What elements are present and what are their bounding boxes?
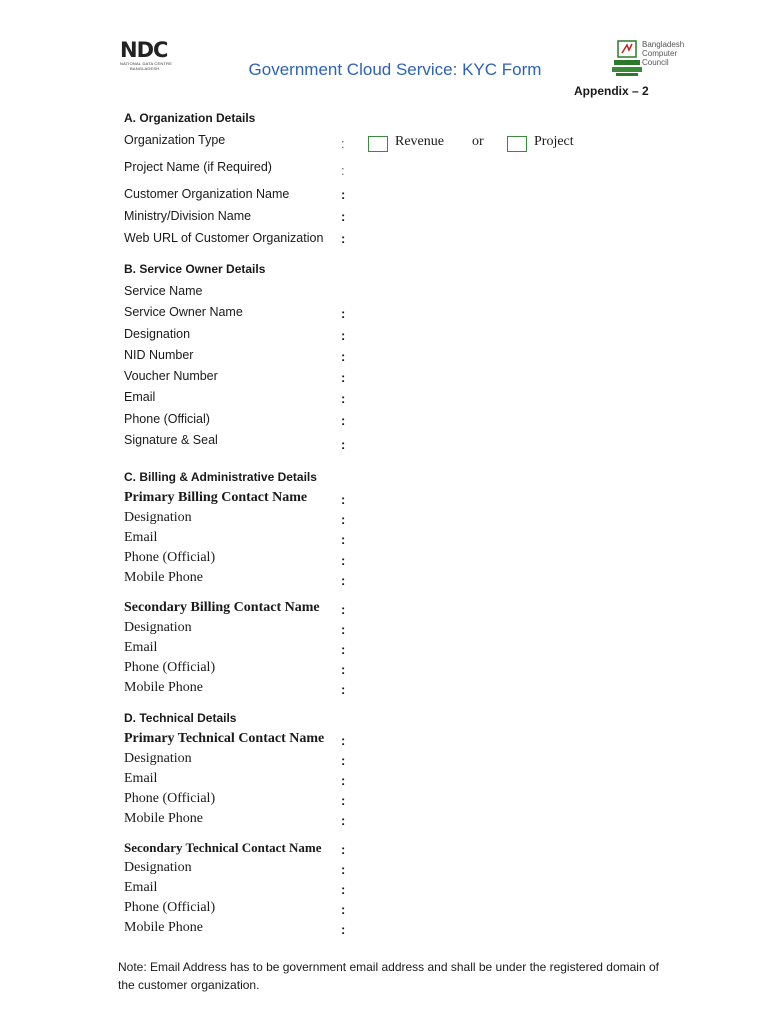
secondary-billing-email-label: Email [124, 640, 158, 655]
voucher-number-label: Voucher Number [124, 369, 218, 383]
appendix-label: Appendix – 2 [574, 84, 649, 98]
primary-billing-phone-colon: : [341, 553, 346, 568]
secondary-technical-email-label: Email [124, 880, 158, 895]
primary-technical-email-colon: : [341, 773, 346, 788]
page-title: Government Cloud Service: KYC Form [248, 60, 542, 79]
primary-technical-mobile-colon: : [341, 813, 346, 828]
primary-billing-email-label: Email [124, 530, 158, 545]
secondary-technical-email-colon: : [341, 882, 346, 897]
bcc-logo-line-3: Council [642, 58, 669, 67]
primary-billing-designation-colon: : [341, 512, 346, 527]
primary-billing-name-colon: : [341, 492, 346, 507]
secondary-technical-name-label: Secondary Technical Contact Name [124, 840, 322, 855]
primary-technical-email-label: Email [124, 771, 158, 786]
bcc-logo-line-2: Computer [642, 49, 678, 58]
ndc-logo-mark: NDC [120, 38, 168, 62]
secondary-billing-phone-label: Phone (Official) [124, 660, 216, 675]
primary-billing-mobile-label: Mobile Phone [124, 570, 203, 585]
primary-technical-name-colon: : [341, 733, 346, 748]
secondary-technical-phone-colon: : [341, 902, 346, 917]
secondary-billing-phone-colon: : [341, 662, 346, 677]
revenue-option-label: Revenue [395, 134, 444, 149]
secondary-technical-designation-colon: : [341, 862, 346, 877]
primary-billing-name-label: Primary Billing Contact Name [124, 490, 308, 505]
section-d-heading: D. Technical Details [124, 711, 237, 725]
ministry-division-label: Ministry/Division Name [124, 209, 252, 223]
primary-billing-designation-label: Designation [124, 510, 192, 525]
secondary-technical-phone-label: Phone (Official) [124, 900, 216, 915]
web-url-colon: : [341, 231, 346, 246]
primary-billing-mobile-colon: : [341, 573, 346, 588]
project-name-colon: : [341, 163, 345, 178]
footer-note: Note: Email Address has to be government email address and shall be under the registered domain of the customer organization. [118, 960, 659, 992]
signature-seal-colon: : [341, 437, 346, 452]
organization-type-label: Organization Type [124, 133, 226, 147]
owner-email-colon: : [341, 391, 346, 406]
service-name-label: Service Name [124, 284, 203, 298]
nid-number-colon: : [341, 349, 346, 364]
organization-type-colon: : [341, 136, 345, 151]
section-c-heading: C. Billing & Administrative Details [124, 470, 317, 484]
primary-technical-name-label: Primary Technical Contact Name [124, 731, 325, 746]
service-owner-name-colon: : [341, 306, 346, 321]
customer-organization-colon: : [341, 187, 346, 202]
primary-billing-phone-label: Phone (Official) [124, 550, 216, 565]
primary-technical-mobile-label: Mobile Phone [124, 811, 203, 826]
owner-phone-label: Phone (Official) [124, 412, 210, 426]
primary-billing-email-colon: : [341, 532, 346, 547]
web-url-label: Web URL of Customer Organization [124, 231, 324, 245]
ndc-logo-caption-sub: BANGLADESH [130, 66, 160, 71]
signature-seal-label: Signature & Seal [124, 433, 218, 447]
secondary-billing-designation-colon: : [341, 622, 346, 637]
secondary-billing-mobile-colon: : [341, 682, 346, 697]
owner-phone-colon: : [341, 413, 346, 428]
primary-technical-phone-colon: : [341, 793, 346, 808]
customer-organization-label: Customer Organization Name [124, 187, 290, 201]
secondary-billing-name-colon: : [341, 602, 346, 617]
project-option-label: Project [534, 134, 574, 149]
owner-designation-colon: : [341, 328, 346, 343]
secondary-billing-name-label: Secondary Billing Contact Name [124, 600, 320, 615]
ndc-logo-caption: NATIONAL DATA CENTRE [120, 61, 173, 66]
secondary-technical-mobile-colon: : [341, 922, 346, 937]
revenue-checkbox[interactable] [368, 136, 388, 152]
secondary-billing-designation-label: Designation [124, 620, 192, 635]
voucher-number-colon: : [341, 370, 346, 385]
secondary-technical-designation-label: Designation [124, 860, 192, 875]
or-text: or [472, 134, 484, 149]
secondary-billing-mobile-label: Mobile Phone [124, 680, 203, 695]
owner-email-label: Email [124, 390, 156, 404]
project-name-label: Project Name (if Required) [124, 160, 272, 174]
project-checkbox[interactable] [507, 136, 527, 152]
service-owner-name-label: Service Owner Name [124, 305, 243, 319]
primary-technical-designation-colon: : [341, 753, 346, 768]
bcc-logo-line-1: Bangladesh [642, 40, 685, 49]
section-b-heading: B. Service Owner Details [124, 262, 266, 276]
secondary-technical-name-colon: : [341, 842, 346, 857]
section-a-heading: A. Organization Details [124, 111, 256, 125]
secondary-billing-email-colon: : [341, 642, 346, 657]
ministry-division-colon: : [341, 209, 346, 224]
primary-technical-phone-label: Phone (Official) [124, 791, 216, 806]
owner-designation-label: Designation [124, 327, 191, 341]
nid-number-label: NID Number [124, 348, 194, 362]
primary-technical-designation-label: Designation [124, 751, 192, 766]
secondary-technical-mobile-label: Mobile Phone [124, 920, 203, 935]
